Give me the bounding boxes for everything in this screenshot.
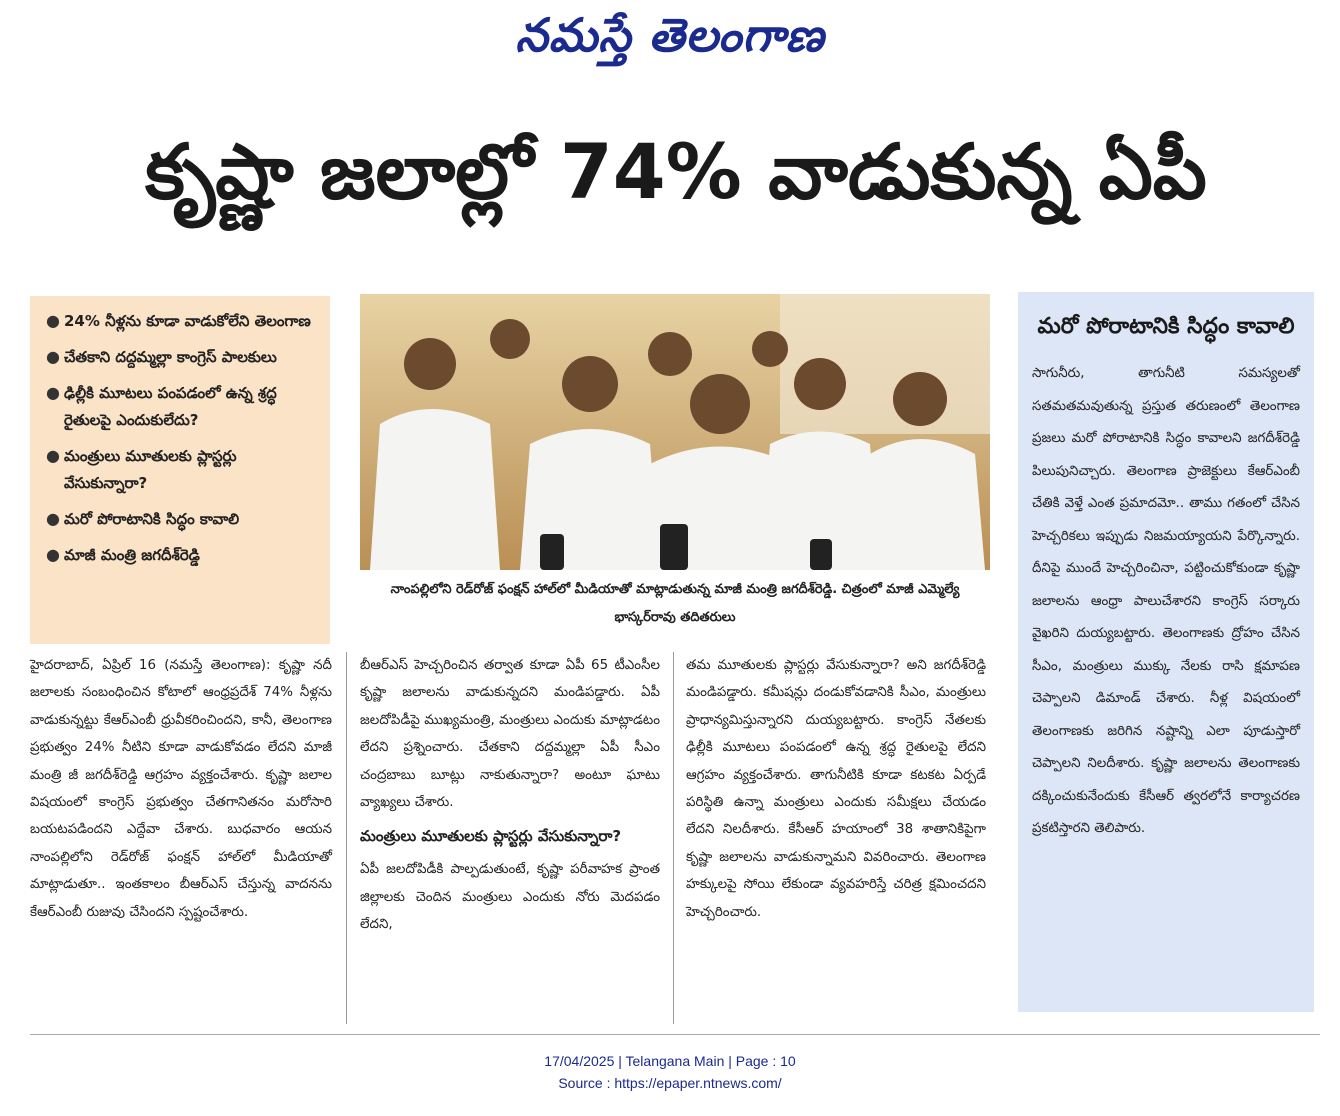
photo-caption: నాంపల్లిలోని రెడ్‌రోజ్ ఫంక్షన్ హాల్‌లో మీడియాతో మాట్లాడుతున్న మాజీ మంత్రి జగదీశ్‌రెడ్డి. చిత్రంలో మాజీ ఎమ్మెల్యే భాస్కర్‌రావు తదితరులు <box>390 582 960 625</box>
highlights-box <box>30 296 330 644</box>
highlight-item <box>46 542 320 569</box>
column-divider <box>673 652 674 1024</box>
press-meet-photo <box>360 294 990 570</box>
article-column-2 <box>360 652 660 939</box>
footer-date-page: 17/04/2025 | Telangana Main | Page : 10 <box>544 1053 796 1069</box>
highlight-item <box>46 308 320 335</box>
footer-divider <box>30 1034 1320 1035</box>
column-divider <box>346 652 347 1024</box>
bullet-icon: ● <box>46 311 60 330</box>
article-paragraph: హైదరాబాద్, ఏప్రిల్ 16 (నమస్తే తెలంగాణ): కృష్ణా నదీ జలాలకు సంబంధించిన కోటాలో ఆంధ్రప్రదేశ్ 74% నీళ్లను వాడుకున్నట్టు కేఆర్‌ఎంబీ ధ్రువీకరించిందని, కానీ, తెలంగాణ ప్రభుత్వం 24% నీటిని కూడా వాడుకోవడం లేదని మాజీ మంత్రి జీ జగదీశ్‌రెడ్డి ఆగ్రహం వ్యక్తంచేశారు. కృష్ణా జలాల విషయంలో కాంగ్రెస్ ప్రభుత్వం చేతగానితనం మరోసారి బయటపడిందని ఎద్దేవా చేశారు. బుధవారం ఆయన నాంపల్లిలోని రెడ్‌రోజ్ ఫంక్షన్ హాల్‌లో మీడియాతో మాట్లాడుతూ.. ఇంతకాలం బీఆర్‌ఎస్ చేస్తున్న వాదనను కేఆర్‌ఎంబీ రుజువు చేసిందని స్పష్టంచేశారు. <box>30 658 332 920</box>
article-column-1 <box>30 652 332 926</box>
highlight-text: మరో పోరాటానికి సిద్ధం కావాలి <box>64 510 240 528</box>
highlight-text: ఢిల్లీకి మూటలు పంపడంలో ఉన్న శ్రద్ధ రైతులపై ఎందుకులేదు? <box>64 384 277 429</box>
highlight-text: 24% నీళ్లను కూడా వాడుకోలేని తెలంగాణ <box>64 312 311 330</box>
article-paragraph: బీఆర్‌ఎస్ హెచ్చరించిన తర్వాత కూడా ఏపీ 65 టీఎంసీల కృష్ణా జలాలను వాడుకున్నదని మండిపడ్డారు. ఏపీ జలదోపిడీపై ముఖ్యమంత్రి, మంత్రులు ఎందుకు మాట్లాడటం లేదని ప్రశ్నించారు. చేతకాని దద్దమ్మల్లా ఏపీ సీఎం చంద్రబాబు బూట్లు నాకుతున్నారా? అంటూ ఘాటు వ్యాఖ్యలు చేశారు. <box>360 658 660 811</box>
sidebar-title: మరో పోరాటానికి సిద్ధం కావాలి <box>1037 314 1295 339</box>
bullet-icon: ● <box>46 383 60 402</box>
article-paragraph: తమ మూతులకు ప్లాస్టర్లు వేసుకున్నారా? అని జగదీశ్‌రెడ్డి మండిపడ్డారు. కమీషన్లు దండుకోవడానికి సీఎం, మంత్రులు ప్రాధాన్యమిస్తున్నారని దుయ్యబట్టారు. కాంగ్రెస్ నేతలకు ఢిల్లీకి మూటలు పంపడంలో ఉన్న శ్రద్ధ రైతులపై లేదని ఆగ్రహం వ్యక్తంచేశారు. తాగునీటికి కూడా కటకట ఏర్పడే పరిస్థితి ఉన్నా మంత్రులు ఎందుకు సమీక్షలు చేయడం లేదని నిలదీశారు. కేసీఆర్ హయాంలో 38 శాతానికిపైగా కృష్ణా జలాలను వాడుకున్నామని వివరించారు. తెలంగాణ హక్కులపై సోయి లేకుండా వ్యవహరిస్తే చరిత్ర క్షమించదని హెచ్చరించారు. <box>686 658 986 920</box>
footer-source: Source : https://epaper.ntnews.com/ <box>558 1075 782 1091</box>
sidebar-box <box>1018 292 1314 1012</box>
highlight-text: చేతకాని దద్దమ్మల్లా కాంగ్రెస్ పాలకులు <box>64 348 277 366</box>
article-headline: కృష్ణా జలాల్లో 74% వాడుకున్న ఏపీ <box>145 127 1207 216</box>
bullet-icon: ● <box>46 509 60 528</box>
highlight-text: మంత్రులు మూతులకు ప్లాస్టర్లు వేసుకున్నారా? <box>64 447 237 492</box>
press-meet-photo-illustration <box>360 294 990 570</box>
page-footer <box>0 1050 1340 1094</box>
highlight-item <box>46 506 320 533</box>
highlight-text: మాజీ మంత్రి జగదీశ్‌రెడ్డి <box>64 546 200 564</box>
highlight-item <box>46 344 320 371</box>
highlight-item <box>46 380 320 434</box>
newspaper-masthead: నమస్తే తెలంగాణ <box>515 8 825 62</box>
article-paragraph: ఏపీ జలదోపిడీకి పాల్పడుతుంటే, కృష్ణా పరీవాహక ప్రాంత జిల్లాలకు చెందిన మంత్రులు ఎందుకు నోరు మెదపడం లేదని, <box>360 862 660 933</box>
article-column-3 <box>686 652 986 926</box>
bullet-icon: ● <box>46 347 60 366</box>
bullet-icon: ● <box>46 446 60 465</box>
bullet-icon: ● <box>46 545 60 564</box>
article-subheading: మంత్రులు మూతులకు ప్లాస్టర్లు వేసుకున్నారా? <box>360 827 622 846</box>
highlight-item <box>46 443 320 497</box>
sidebar-text: సాగునీరు, తాగునీటి సమస్యలతో సతమతమవుతున్న ప్రస్తుత తరుణంలో తెలంగాణ ప్రజలు మరో పోరాటానికి సిద్ధం కావాలని జగదీశ్‌రెడ్డి పిలుపునిచ్చారు. తెలంగాణ ప్రాజెక్టులు కేఆర్‌ఎంబీ చేతికి వెళ్తే ఎంత ప్రమాదమో.. తాము గతంలో చేసిన హెచ్చరికలు ఇప్పుడు నిజమయ్యాయని పేర్కొన్నారు. దీనిపై ముందే హెచ్చరించినా, పట్టించుకోకుండా కృష్ణా జలాలను ఆంధ్రా పాలుచేశారని కాంగ్రెస్ సర్కారు వైఖరిని దుయ్యబట్టారు. తెలంగాణకు ద్రోహం చేసిన సీఎం, మంత్రులు ముక్కు నేలకు రాసి క్షమాపణ చెప్పాలని డిమాండ్ చేశారు. నీళ్ల విషయంలో తెలంగాణకు జరిగిన నష్టాన్ని ఎలా పూడుస్తారో చెప్పాలని నిలదీశారు. కృష్ణా జలాలను తెలంగాణకు దక్కించుకునేందుకు కేసీఆర్ త్వరలోనే కార్యాచరణ ప్రకటిస్తారని తెలిపారు. <box>1032 366 1300 836</box>
